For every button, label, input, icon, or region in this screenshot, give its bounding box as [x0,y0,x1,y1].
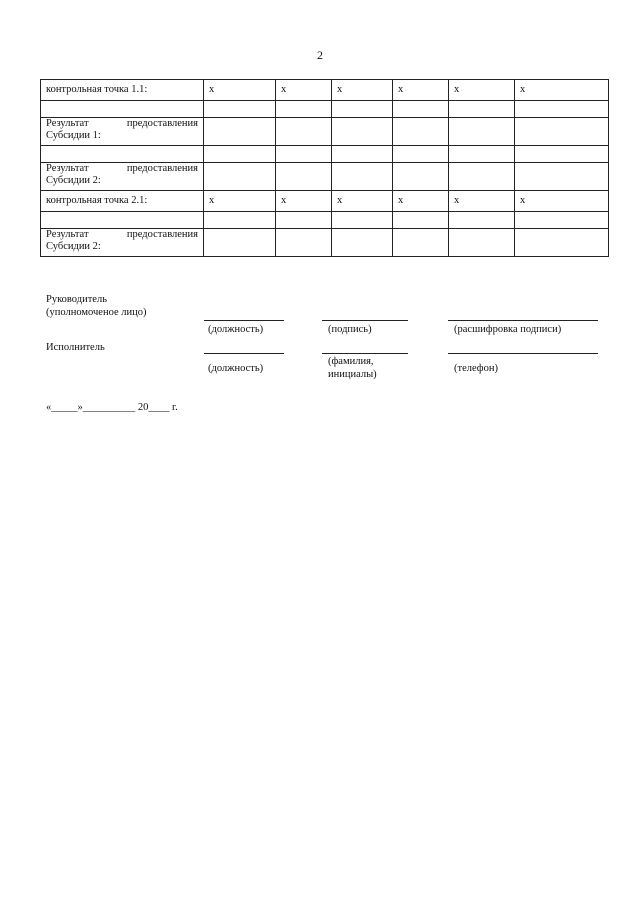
table-cell[interactable] [515,229,609,257]
table-cell[interactable] [276,163,332,191]
table-cell[interactable] [332,212,393,229]
table-cell[interactable] [204,163,276,191]
table-cell[interactable] [515,118,609,146]
row-label-cell: Результат предоставления Субсидии 2: [41,229,204,257]
table-cell[interactable] [393,229,449,257]
table-cell[interactable]: x [204,191,276,212]
table-cell[interactable]: x [449,191,515,212]
table-row [41,118,609,146]
head-label-subtitle: (уполномоченое лицо) [46,307,147,318]
exec-name-caption-line2: инициалы) [328,369,377,380]
table-row [41,101,609,118]
table-row [41,229,609,257]
table-cell[interactable] [332,101,393,118]
row-label-cell: контрольная точка 2.1: [41,191,204,212]
date-line[interactable]: «_____»__________ 20____ г. [46,402,178,413]
table-cell[interactable] [204,229,276,257]
table-cell[interactable] [515,212,609,229]
table-cell[interactable] [204,146,276,163]
row-label-cell [41,101,204,118]
table-cell[interactable] [449,229,515,257]
table-cell[interactable] [393,118,449,146]
table-cell[interactable]: x [332,80,393,101]
table-cell[interactable] [332,118,393,146]
table-cell[interactable]: x [204,80,276,101]
table-row [41,191,609,212]
table-cell[interactable] [449,118,515,146]
table-cell[interactable] [276,101,332,118]
head-decoding-line[interactable] [448,320,598,321]
table-cell[interactable] [276,212,332,229]
head-position-line[interactable] [204,320,284,321]
head-decoding-caption: (расшифровка подписи) [454,324,562,335]
table-cell[interactable] [276,146,332,163]
table-cell[interactable]: x [276,191,332,212]
table-cell[interactable]: x [393,80,449,101]
table-cell[interactable] [332,146,393,163]
head-label: Руководитель [46,294,107,305]
page-number: 2 [317,48,323,62]
table-cell[interactable] [393,101,449,118]
row-label-cell: Результат предоставления Субсидии 2: [41,163,204,191]
table-cell[interactable] [332,229,393,257]
row-label-cell [41,146,204,163]
table-cell[interactable]: x [515,191,609,212]
exec-name-line[interactable] [322,353,408,354]
table-row [41,146,609,163]
table-cell[interactable] [332,163,393,191]
table-cell[interactable] [515,146,609,163]
table-cell[interactable] [276,229,332,257]
row-label-cell: контрольная точка 1.1: [41,80,204,101]
table-cell[interactable] [204,101,276,118]
head-signature-caption: (подпись) [328,324,372,335]
table-cell[interactable]: x [515,80,609,101]
table-cell[interactable] [515,163,609,191]
row-label-cell [41,212,204,229]
table-cell[interactable] [204,212,276,229]
table-cell[interactable]: x [449,80,515,101]
exec-phone-line[interactable] [448,353,598,354]
table-row [41,163,609,191]
table-cell[interactable] [393,146,449,163]
row-label-cell: Результат предоставления Субсидии 1: [41,118,204,146]
head-signature-line[interactable] [322,320,408,321]
exec-phone-caption: (телефон) [454,363,498,374]
table-cell[interactable] [515,101,609,118]
exec-position-line[interactable] [204,353,284,354]
table-cell[interactable] [393,212,449,229]
table-cell[interactable] [449,163,515,191]
table-cell[interactable] [449,101,515,118]
table-cell[interactable]: x [393,191,449,212]
table-cell[interactable]: x [276,80,332,101]
exec-name-caption: (фамилия, [328,356,374,367]
control-points-table [40,79,609,257]
table-cell[interactable]: x [332,191,393,212]
executor-label: Исполнитель [46,342,105,353]
table-cell[interactable] [449,212,515,229]
table-cell[interactable] [204,118,276,146]
table-row [41,212,609,229]
table-body [41,80,609,257]
table-cell[interactable] [276,118,332,146]
table-cell[interactable] [393,163,449,191]
head-position-caption: (должность) [208,324,264,335]
exec-position-caption: (должность) [208,363,264,374]
table-row [41,80,609,101]
table-cell[interactable] [449,146,515,163]
